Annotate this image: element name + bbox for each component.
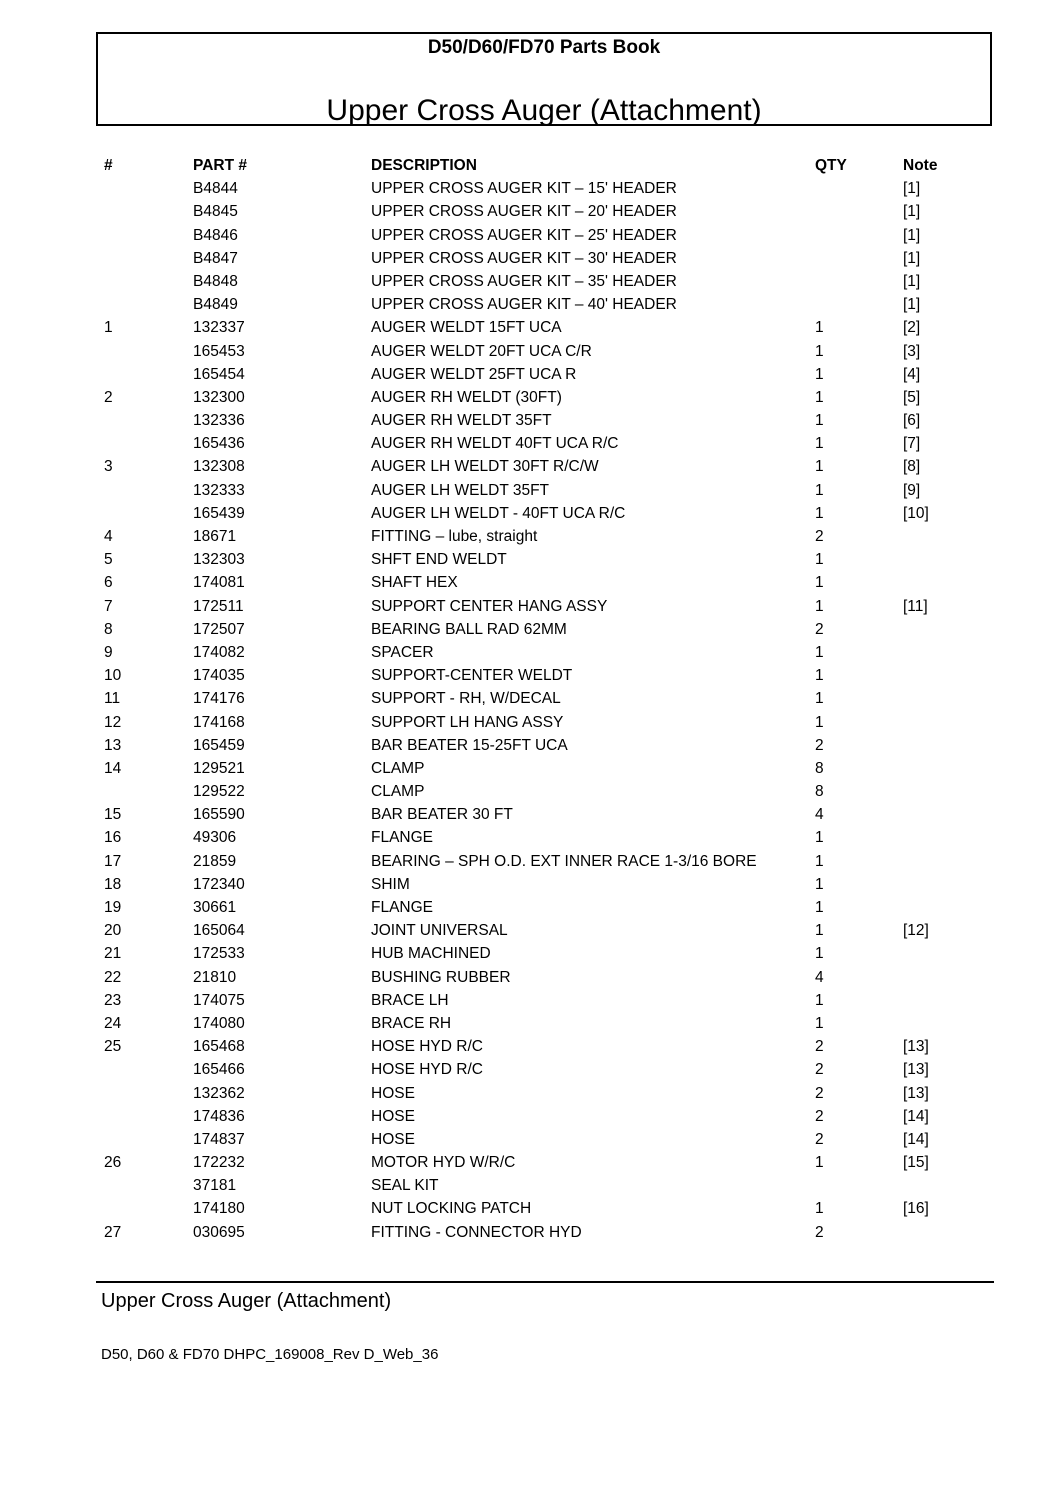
part-number-cell: 174080 (193, 1014, 245, 1032)
note-cell: [10] (903, 504, 929, 522)
table-row (104, 432, 984, 455)
description-cell: BUSHING RUBBER (371, 968, 511, 986)
table-row (104, 1128, 984, 1151)
note-cell: [9] (903, 481, 921, 499)
parts-table (104, 154, 984, 1244)
table-row (104, 989, 984, 1012)
part-number-cell: 21810 (193, 968, 237, 986)
part-number-cell: 165439 (193, 504, 245, 522)
row-number-cell: 27 (104, 1223, 122, 1241)
table-row (104, 734, 984, 757)
column-header-number: # (104, 157, 113, 174)
quantity-cell: 1 (815, 945, 824, 963)
part-number-cell: 174836 (193, 1107, 245, 1125)
table-row (104, 1151, 984, 1174)
table-row (104, 247, 984, 270)
footer-divider (96, 1281, 994, 1283)
part-number-cell: 174176 (193, 690, 245, 708)
row-number-cell: 23 (104, 991, 122, 1009)
description-cell: AUGER WELDT 25FT UCA R (371, 365, 577, 383)
part-number-cell: 174180 (193, 1200, 245, 1218)
part-number-cell: 18671 (193, 528, 237, 545)
note-cell: [15] (903, 1154, 929, 1172)
note-cell: [6] (903, 412, 921, 430)
description-cell: SUPPORT - RH, W/DECAL (371, 690, 561, 708)
quantity-cell: 1 (815, 991, 824, 1009)
note-cell: [14] (903, 1107, 929, 1125)
table-row (104, 687, 984, 710)
quantity-cell: 1 (815, 875, 824, 893)
column-header-note: Note (903, 157, 938, 174)
description-cell: AUGER LH WELDT - 40FT UCA R/C (371, 504, 626, 522)
table-row (104, 409, 984, 432)
description-cell: SUPPORT-CENTER WELDT (371, 667, 573, 685)
table-row (104, 618, 984, 641)
quantity-cell: 1 (815, 922, 824, 940)
quantity-cell: 2 (815, 1130, 824, 1148)
table-row (104, 711, 984, 734)
table-row (104, 757, 984, 780)
part-number-cell: 174837 (193, 1130, 245, 1148)
row-number-cell: 8 (104, 620, 113, 638)
description-cell: AUGER RH WELDT (30FT) (371, 388, 562, 406)
note-cell: [1] (903, 296, 921, 314)
book-title: D50/D60/FD70 Parts Book (427, 37, 661, 58)
part-number-cell: 21859 (193, 852, 237, 870)
description-cell: SUPPORT LH HANG ASSY (371, 713, 564, 731)
description-cell: SEAL KIT (371, 1177, 439, 1195)
description-cell: FLANGE (371, 829, 434, 847)
quantity-cell: 1 (815, 1014, 824, 1032)
row-number-cell: 24 (104, 1014, 122, 1032)
description-cell: SHAFT HEX (371, 574, 458, 592)
quantity-cell: 1 (815, 504, 824, 522)
note-cell: [1] (903, 272, 921, 290)
part-number-cell: 165064 (193, 922, 245, 940)
description-cell: UPPER CROSS AUGER KIT – 35' HEADER (371, 272, 677, 290)
quantity-cell: 8 (815, 783, 824, 801)
footer-document-id: D50, D60 & FD70 DHPC_169008_Rev D_Web_36 (101, 1346, 439, 1363)
row-number-cell: 16 (104, 829, 122, 847)
table-row (104, 571, 984, 594)
note-cell: [1] (903, 249, 921, 267)
description-cell: HOSE HYD R/C (371, 1061, 483, 1079)
table-row (104, 896, 984, 919)
description-cell: FLANGE (371, 899, 434, 916)
description-cell: BEARING BALL RAD 62MM (371, 620, 567, 638)
table-row (104, 270, 984, 293)
description-cell: FITTING – lube, straight (371, 528, 538, 545)
description-cell: AUGER LH WELDT 30FT R/C/W (371, 458, 599, 476)
note-cell: [16] (903, 1200, 929, 1218)
column-header-qty: QTY (815, 157, 847, 174)
quantity-cell: 1 (815, 899, 824, 916)
part-number-cell: B4849 (193, 296, 238, 314)
quantity-cell: 1 (815, 1200, 824, 1218)
quantity-cell: 1 (815, 435, 824, 453)
note-cell: [11] (903, 597, 928, 615)
table-row (104, 1012, 984, 1035)
part-number-cell: 129521 (193, 759, 245, 777)
note-cell: [14] (903, 1130, 929, 1148)
row-number-cell: 3 (104, 458, 113, 476)
quantity-cell: 1 (815, 365, 824, 383)
description-cell: BAR BEATER 30 FT (371, 806, 513, 824)
description-cell: UPPER CROSS AUGER KIT – 40' HEADER (371, 296, 677, 314)
quantity-cell: 1 (815, 643, 824, 661)
table-row (104, 942, 984, 965)
description-cell: UPPER CROSS AUGER KIT – 25' HEADER (371, 226, 677, 244)
description-cell: HOSE (371, 1107, 415, 1125)
part-number-cell: 132362 (193, 1084, 245, 1102)
table-row (104, 455, 984, 478)
part-number-cell: 172340 (193, 875, 245, 893)
table-row (104, 919, 984, 942)
part-number-cell: 165436 (193, 435, 245, 453)
quantity-cell: 1 (815, 574, 824, 592)
part-number-cell: B4845 (193, 203, 238, 221)
row-number-cell: 7 (104, 597, 113, 615)
part-number-cell: B4848 (193, 272, 238, 290)
description-cell: JOINT UNIVERSAL (371, 922, 508, 940)
note-cell: [1] (903, 203, 921, 221)
quantity-cell: 1 (815, 597, 824, 615)
quantity-cell: 2 (815, 1038, 824, 1056)
table-row (104, 224, 984, 247)
quantity-cell: 8 (815, 759, 824, 777)
part-number-cell: 30661 (193, 899, 237, 916)
quantity-cell: 1 (815, 1154, 824, 1172)
row-number-cell: 22 (104, 968, 122, 986)
description-cell: HOSE (371, 1130, 415, 1148)
description-cell: SPACER (371, 643, 434, 661)
note-cell: [13] (903, 1038, 929, 1056)
description-cell: BRACE LH (371, 991, 449, 1009)
table-row (104, 803, 984, 826)
part-number-cell: B4844 (193, 180, 238, 198)
row-number-cell: 1 (104, 319, 113, 337)
quantity-cell: 1 (815, 713, 824, 731)
quantity-cell: 1 (815, 458, 824, 476)
quantity-cell: 1 (815, 342, 824, 360)
quantity-cell: 1 (815, 829, 824, 847)
part-number-cell: 174168 (193, 713, 245, 731)
description-cell: UPPER CROSS AUGER KIT – 15' HEADER (371, 180, 677, 198)
part-number-cell: 132300 (193, 388, 245, 406)
table-row (104, 386, 984, 409)
description-cell: SHFT END WELDT (371, 551, 507, 569)
column-header-part: PART # (193, 157, 247, 174)
note-cell: [13] (903, 1061, 929, 1079)
row-number-cell: 25 (104, 1038, 122, 1056)
row-number-cell: 11 (104, 690, 121, 708)
page-header (96, 32, 992, 126)
quantity-cell: 2 (815, 528, 824, 545)
quantity-cell: 1 (815, 412, 824, 430)
quantity-cell: 4 (815, 806, 824, 824)
row-number-cell: 15 (104, 806, 122, 824)
table-body (104, 177, 984, 1244)
table-row (104, 966, 984, 989)
description-cell: UPPER CROSS AUGER KIT – 30' HEADER (371, 249, 677, 267)
part-number-cell: 174075 (193, 991, 245, 1009)
column-header-description: DESCRIPTION (371, 157, 477, 174)
table-row (104, 548, 984, 571)
table-row (104, 1058, 984, 1081)
table-row (104, 780, 984, 803)
table-row (104, 177, 984, 200)
note-cell: [8] (903, 458, 921, 476)
table-row (104, 340, 984, 363)
footer-section-title: Upper Cross Auger (Attachment) (101, 1290, 392, 1312)
quantity-cell: 2 (815, 1084, 824, 1102)
part-number-cell: 165466 (193, 1061, 245, 1079)
quantity-cell: 2 (815, 1107, 824, 1125)
part-number-cell: 132337 (193, 319, 245, 337)
part-number-cell: 132303 (193, 551, 245, 569)
quantity-cell: 2 (815, 1223, 824, 1241)
description-cell: HOSE (371, 1084, 415, 1102)
description-cell: AUGER RH WELDT 40FT UCA R/C (371, 435, 619, 453)
part-number-cell: 172232 (193, 1154, 245, 1172)
description-cell: CLAMP (371, 759, 425, 777)
quantity-cell: 4 (815, 968, 824, 986)
description-cell: HOSE HYD R/C (371, 1038, 483, 1056)
row-number-cell: 4 (104, 528, 113, 545)
note-cell: [1] (903, 180, 921, 198)
quantity-cell: 1 (815, 852, 824, 870)
quantity-cell: 1 (815, 690, 824, 708)
table-row (104, 664, 984, 687)
row-number-cell: 26 (104, 1154, 122, 1172)
table-row (104, 641, 984, 664)
part-number-cell: 165590 (193, 806, 245, 824)
table-row (104, 293, 984, 316)
row-number-cell: 20 (104, 922, 122, 940)
part-number-cell: 174081 (193, 574, 245, 592)
part-number-cell: 132308 (193, 458, 245, 476)
table-row (104, 826, 984, 849)
row-number-cell: 17 (104, 852, 122, 870)
description-cell: CLAMP (371, 783, 425, 801)
quantity-cell: 1 (815, 319, 824, 337)
table-row (104, 363, 984, 386)
table-row (104, 525, 984, 548)
row-number-cell: 19 (104, 899, 122, 916)
table-row (104, 1082, 984, 1105)
table-row (104, 1105, 984, 1128)
note-cell: [1] (903, 226, 921, 244)
quantity-cell: 1 (815, 551, 824, 569)
description-cell: SHIM (371, 875, 410, 893)
description-cell: AUGER WELDT 15FT UCA (371, 319, 562, 337)
part-number-cell: B4847 (193, 249, 238, 267)
part-number-cell: 132336 (193, 412, 245, 430)
part-number-cell: 49306 (193, 829, 237, 847)
quantity-cell: 2 (815, 620, 824, 638)
note-cell: [13] (903, 1084, 929, 1102)
quantity-cell: 1 (815, 481, 824, 499)
row-number-cell: 2 (104, 388, 113, 406)
row-number-cell: 9 (104, 643, 113, 661)
table-row (104, 1174, 984, 1197)
quantity-cell: 1 (815, 388, 824, 406)
part-number-cell: 174035 (193, 667, 245, 685)
table-row (104, 850, 984, 873)
description-cell: UPPER CROSS AUGER KIT – 20' HEADER (371, 203, 677, 221)
table-row (104, 1221, 984, 1244)
note-cell: [5] (903, 388, 921, 406)
part-number-cell: B4846 (193, 226, 238, 244)
table-header-row (104, 154, 984, 177)
part-number-cell: 172533 (193, 945, 245, 963)
quantity-cell: 2 (815, 736, 824, 754)
note-cell: [2] (903, 319, 921, 337)
part-number-cell: 165453 (193, 342, 245, 360)
description-cell: AUGER LH WELDT 35FT (371, 481, 550, 499)
part-number-cell: 132333 (193, 481, 245, 499)
row-number-cell: 21 (104, 945, 122, 963)
row-number-cell: 10 (104, 667, 122, 685)
part-number-cell: 172507 (193, 620, 245, 638)
quantity-cell: 1 (815, 667, 824, 685)
part-number-cell: 165468 (193, 1038, 245, 1056)
part-number-cell: 030695 (193, 1223, 245, 1241)
page-title: Upper Cross Auger (Attachment) (326, 94, 762, 127)
table-row (104, 1035, 984, 1058)
row-number-cell: 18 (104, 875, 122, 893)
description-cell: SUPPORT CENTER HANG ASSY (371, 597, 608, 615)
description-cell: AUGER WELDT 20FT UCA C/R (371, 342, 592, 360)
description-cell: HUB MACHINED (371, 945, 491, 963)
table-row (104, 316, 984, 339)
row-number-cell: 12 (104, 713, 122, 731)
note-cell: [7] (903, 435, 921, 453)
part-number-cell: 129522 (193, 783, 245, 801)
note-cell: [4] (903, 365, 921, 383)
description-cell: NUT LOCKING PATCH (371, 1200, 532, 1218)
table-row (104, 502, 984, 525)
table-row (104, 1197, 984, 1220)
part-number-cell: 37181 (193, 1177, 237, 1195)
description-cell: BAR BEATER 15-25FT UCA (371, 736, 568, 754)
quantity-cell: 2 (815, 1061, 824, 1079)
description-cell: AUGER RH WELDT 35FT (371, 412, 552, 430)
table-row (104, 873, 984, 896)
note-cell: [3] (903, 342, 921, 360)
part-number-cell: 165454 (193, 365, 245, 383)
table-row (104, 479, 984, 502)
table-row (104, 595, 984, 618)
description-cell: BRACE RH (371, 1014, 452, 1032)
description-cell: MOTOR HYD W/R/C (371, 1154, 516, 1172)
row-number-cell: 5 (104, 551, 113, 569)
description-cell: FITTING - CONNECTOR HYD (371, 1223, 582, 1241)
part-number-cell: 172511 (193, 597, 244, 615)
table-row (104, 200, 984, 223)
note-cell: [12] (903, 922, 929, 940)
row-number-cell: 13 (104, 736, 122, 754)
part-number-cell: 174082 (193, 643, 245, 661)
row-number-cell: 6 (104, 574, 113, 592)
part-number-cell: 165459 (193, 736, 245, 754)
row-number-cell: 14 (104, 759, 122, 777)
description-cell: BEARING – SPH O.D. EXT INNER RACE 1-3/16 BORE (371, 852, 757, 870)
